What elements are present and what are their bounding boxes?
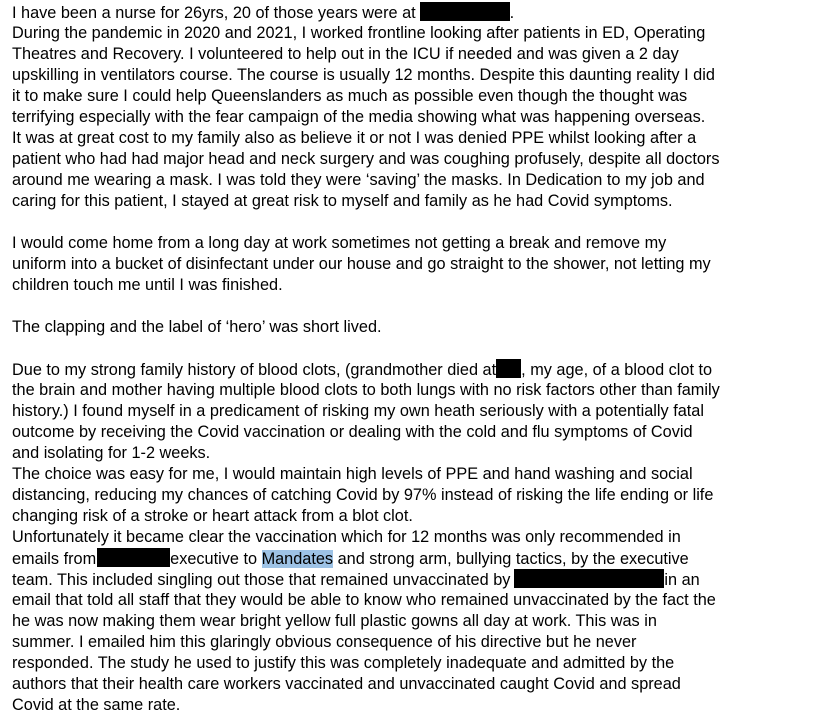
text-span: It was at great cost to my family also as believe it or not I was denied PPE whilst looking after a [12, 129, 697, 147]
text-line [12, 275, 283, 296]
text-line [12, 65, 715, 86]
text-span: in an [664, 571, 700, 589]
text-span: Theatres and Recovery. I volunteered to help out in the ICU if needed and was given a 2 day [12, 45, 679, 63]
text-span: and strong arm, bullying tactics, by the executive [333, 550, 689, 568]
text-span: team. This included singling out those that remained unvaccinated by [12, 571, 511, 589]
text-span: children touch me until I was finished. [12, 276, 283, 294]
text-line [12, 695, 180, 716]
text-line [12, 653, 674, 674]
text-span: , my age, of a blood clot to [521, 361, 713, 379]
text-span: history.) I found myself in a predicament of risking my own heath seriously with a potentially fatal [12, 402, 704, 420]
text-span: caring for this patient, I stayed at great risk to myself and family as he had Covid symptoms. [12, 192, 673, 210]
text-line [12, 380, 720, 401]
text-line [12, 611, 657, 632]
text-span: During the pandemic in 2020 and 2021, I worked frontline looking after patients in ED, Operating [12, 24, 706, 42]
text-span: patient who had had major head and neck surgery and was coughing profusely, despite all doctors [12, 150, 720, 168]
text-span: upskilling in ventilators course. The course is usually 12 months. Despite this daunting reality I did [12, 66, 715, 84]
redaction-box [496, 359, 521, 378]
text-span: uniform into a bucket of disinfectant under our house and go straight to the shower, not letting my [12, 255, 711, 273]
redaction-box [420, 2, 510, 21]
text-line [12, 254, 711, 275]
text-line [12, 632, 636, 653]
text-line [12, 422, 693, 443]
text-span: terrifying especially with the fear campaign of the media showing what was happening overseas. [12, 108, 706, 126]
text-line [12, 86, 687, 107]
text-line [12, 149, 719, 170]
text-span: executive to [170, 550, 262, 568]
redaction-box [97, 548, 170, 567]
text-span: I have been a nurse for 26yrs, 20 of those years were at [12, 4, 416, 22]
text-span: around me wearing a mask. I was told they were ‘saving’ the masks. In Dedication to my job and [12, 171, 705, 189]
text-line [12, 464, 693, 485]
text-span: the brain and mother having multiple blood clots to both lungs with no risk factors other than family [12, 381, 720, 399]
text-line [12, 359, 712, 380]
text-span: Covid at the same rate. [12, 696, 181, 714]
text-span: Due to my strong family history of blood clots, (grandmother died at [12, 361, 497, 379]
text-line [12, 548, 689, 569]
text-span: emails from [12, 550, 97, 568]
text-span: authors that their health care workers vaccinated and unvaccinated caught Covid and spread [12, 675, 681, 693]
text-span: changing risk of a stroke or heart attack from a blot clot. [12, 507, 413, 525]
text-line [12, 2, 514, 23]
text-span: it to make sure I could help Queenslanders as much as possible even though the thought was [12, 87, 688, 105]
text-span: outcome by receiving the Covid vaccination or dealing with the cold and flu symptoms of Covid [12, 423, 693, 441]
text-line [12, 191, 673, 212]
text-span: distancing, reducing my chances of catching Covid by 97% instead of risking the life ending or life [12, 486, 714, 504]
text-span: Unfortunately it became clear the vaccination which for 12 months was only recommended in [12, 528, 681, 546]
text-line [12, 527, 681, 548]
text-span: he was now making them wear bright yellow full plastic gowns all day at work. This was in [12, 612, 657, 630]
text-span: responded. The study he used to justify this was completely inadequate and admitted by the [12, 654, 675, 672]
text-span: . [509, 4, 515, 22]
redaction-box [514, 569, 664, 588]
text-span: email that told all staff that they would be able to know who remained unvaccinated by the fact the [12, 591, 716, 609]
text-line [12, 674, 681, 695]
text-span: The choice was easy for me, I would maintain high levels of PPE and hand washing and social [12, 465, 693, 483]
text-span: The clapping and the label of ‘hero’ was short lived. [12, 318, 382, 336]
text-line [12, 170, 705, 191]
text-line [12, 23, 705, 44]
text-span: summer. I emailed him this glaringly obvious consequence of his directive but he never [12, 633, 637, 651]
text-line [12, 233, 666, 254]
text-line [12, 485, 713, 506]
selected-text[interactable]: Mandates [261, 550, 334, 568]
text-line [12, 317, 382, 338]
text-line [12, 443, 210, 464]
text-line [12, 506, 413, 527]
text-line [12, 107, 705, 128]
text-line [12, 569, 700, 590]
text-span: and isolating for 1-2 weeks. [12, 444, 211, 462]
text-span: I would come home from a long day at work sometimes not getting a break and remove my [12, 234, 667, 252]
text-line [12, 401, 704, 422]
text-line [12, 44, 679, 65]
text-line [12, 590, 716, 611]
text-line [12, 128, 696, 149]
